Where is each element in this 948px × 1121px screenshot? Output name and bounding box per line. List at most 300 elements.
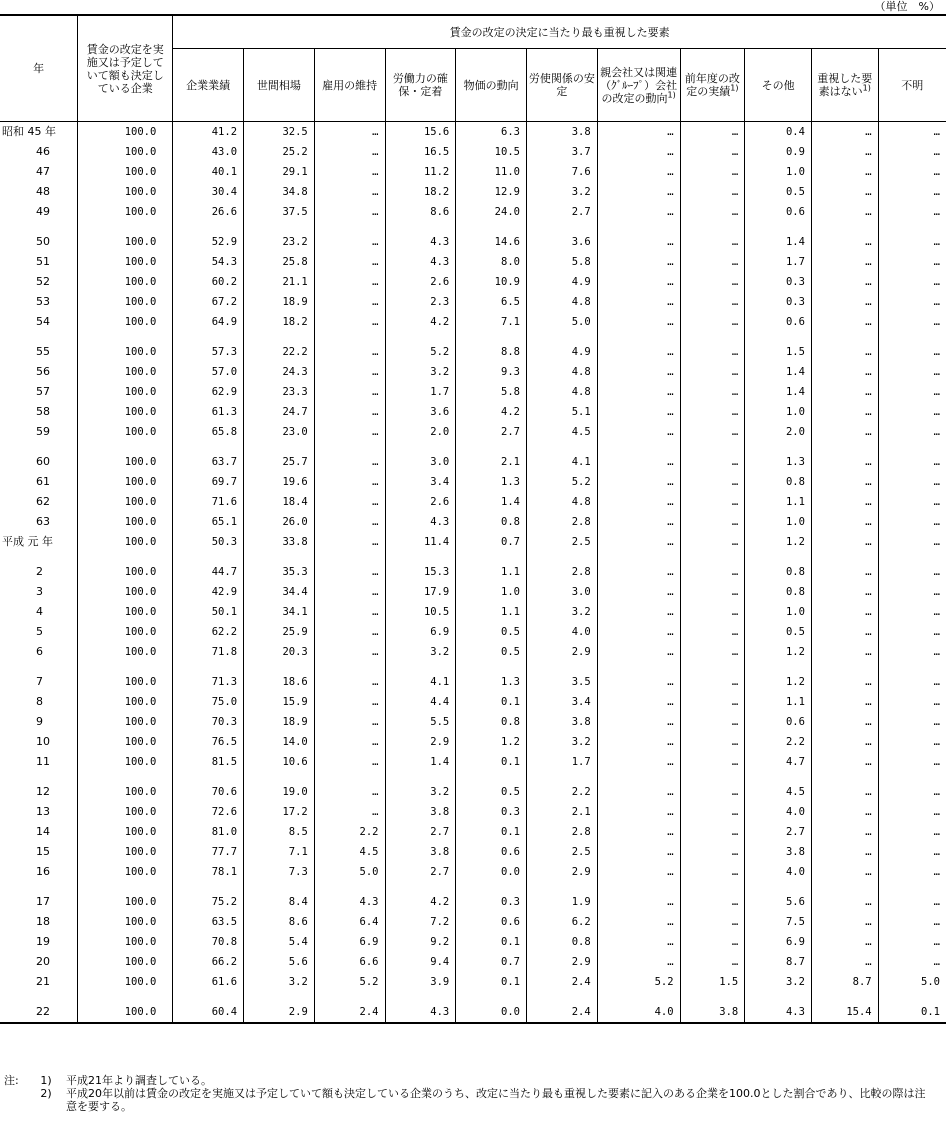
spacer-cell xyxy=(314,992,385,1002)
value-cell: … xyxy=(314,492,385,512)
value-cell: 100.0 xyxy=(78,292,173,312)
value-cell: 6.6 xyxy=(314,952,385,972)
value-cell: … xyxy=(811,782,878,802)
value-cell: 0.3 xyxy=(745,292,812,312)
spacer-cell xyxy=(526,882,597,892)
value-cell: 100.0 xyxy=(78,532,173,552)
value-cell: 3.2 xyxy=(526,732,597,752)
value-cell: 5.8 xyxy=(456,382,527,402)
value-cell: … xyxy=(680,822,745,842)
value-cell: 2.7 xyxy=(526,202,597,222)
value-cell: … xyxy=(597,312,680,332)
spacer-cell xyxy=(456,992,527,1002)
spacer-cell xyxy=(456,772,527,782)
footnotes xyxy=(4,1074,944,1113)
value-cell: … xyxy=(680,492,745,512)
value-cell: … xyxy=(878,182,946,202)
year-cell: 5 xyxy=(36,625,43,638)
year-cell: 15 xyxy=(36,845,50,858)
value-cell: 1.0 xyxy=(745,162,812,182)
value-cell: 1.1 xyxy=(745,692,812,712)
value-cell: 10.6 xyxy=(244,752,315,772)
value-cell: 15.4 xyxy=(811,1002,878,1023)
value-cell: … xyxy=(811,382,878,402)
spacer-cell xyxy=(526,992,597,1002)
spacer-cell xyxy=(78,222,173,232)
table-row xyxy=(0,672,946,692)
value-cell: 1.3 xyxy=(745,452,812,472)
header-factor-label: 不明 xyxy=(901,78,924,92)
year-cell: 53 xyxy=(36,295,50,308)
year-cell: 20 xyxy=(36,955,50,968)
spacer-cell xyxy=(173,662,244,672)
value-cell: 63.5 xyxy=(173,912,244,932)
value-cell: … xyxy=(878,162,946,182)
value-cell: 34.4 xyxy=(244,582,315,602)
value-cell: … xyxy=(811,182,878,202)
value-cell: 8.8 xyxy=(456,342,527,362)
value-cell: 100.0 xyxy=(78,802,173,822)
value-cell: … xyxy=(680,272,745,292)
year-cell: 14 xyxy=(36,825,50,838)
value-cell: 9.2 xyxy=(385,932,456,952)
spacer-cell xyxy=(680,992,745,1002)
value-cell: 9.4 xyxy=(385,952,456,972)
value-cell: 1.0 xyxy=(745,602,812,622)
value-cell: 0.5 xyxy=(745,182,812,202)
value-cell: … xyxy=(811,532,878,552)
value-cell: 3.2 xyxy=(244,972,315,992)
spacer-cell xyxy=(314,772,385,782)
spacer-cell xyxy=(597,662,680,672)
value-cell: 4.8 xyxy=(526,382,597,402)
value-cell: 4.1 xyxy=(385,672,456,692)
value-cell: 100.0 xyxy=(78,142,173,162)
value-cell: … xyxy=(811,202,878,222)
spacer-cell xyxy=(745,222,812,232)
value-cell: 5.2 xyxy=(314,972,385,992)
value-cell: 6.2 xyxy=(526,912,597,932)
value-cell: 100.0 xyxy=(78,952,173,972)
value-cell: 3.8 xyxy=(745,842,812,862)
header-factor-label: 世間相場 xyxy=(256,78,301,92)
year-cell: 61 xyxy=(36,475,50,488)
value-cell: … xyxy=(314,642,385,662)
spacer-cell xyxy=(385,662,456,672)
value-cell: … xyxy=(597,252,680,272)
spacer-cell xyxy=(811,662,878,672)
value-cell: 100.0 xyxy=(78,202,173,222)
value-cell: 5.4 xyxy=(244,932,315,952)
spacer-cell xyxy=(244,552,315,562)
spacer-cell xyxy=(878,222,946,232)
value-cell: 52.9 xyxy=(173,232,244,252)
value-cell: 25.7 xyxy=(244,452,315,472)
value-cell: 2.7 xyxy=(385,862,456,882)
value-cell: 4.8 xyxy=(526,362,597,382)
spacer-cell xyxy=(878,552,946,562)
value-cell: 2.1 xyxy=(456,452,527,472)
footnote-ref: 1) xyxy=(667,89,676,99)
table-row xyxy=(0,142,946,162)
header-factor xyxy=(680,49,745,122)
value-cell: … xyxy=(680,802,745,822)
value-cell: 100.0 xyxy=(78,162,173,182)
value-cell: 15.3 xyxy=(385,562,456,582)
value-cell: 50.1 xyxy=(173,602,244,622)
table-row xyxy=(0,822,946,842)
value-cell: 62.9 xyxy=(173,382,244,402)
value-cell: … xyxy=(597,292,680,312)
value-cell: 15.6 xyxy=(385,122,456,143)
value-cell: 2.2 xyxy=(314,822,385,842)
value-cell: 100.0 xyxy=(78,1002,173,1023)
value-cell: 0.1 xyxy=(456,822,527,842)
table-row xyxy=(0,972,946,992)
value-cell: … xyxy=(314,532,385,552)
value-cell: 100.0 xyxy=(78,782,173,802)
value-cell: 4.5 xyxy=(314,842,385,862)
table-row xyxy=(0,512,946,532)
group-spacer xyxy=(0,222,946,232)
value-cell: 30.4 xyxy=(173,182,244,202)
value-cell: 6.4 xyxy=(314,912,385,932)
table-row xyxy=(0,582,946,602)
value-cell: 100.0 xyxy=(78,182,173,202)
value-cell: 3.0 xyxy=(385,452,456,472)
value-cell: 3.7 xyxy=(526,142,597,162)
value-cell: 6.9 xyxy=(385,622,456,642)
spacer-cell xyxy=(526,662,597,672)
value-cell: 0.5 xyxy=(456,622,527,642)
value-cell: … xyxy=(597,272,680,292)
spacer-cell xyxy=(597,222,680,232)
value-cell: … xyxy=(597,842,680,862)
spacer-cell xyxy=(878,882,946,892)
value-cell: 100.0 xyxy=(78,252,173,272)
value-cell: 8.7 xyxy=(745,952,812,972)
value-cell: 3.4 xyxy=(385,472,456,492)
value-cell: … xyxy=(878,492,946,512)
table-row xyxy=(0,492,946,512)
value-cell: … xyxy=(314,732,385,752)
header-factor-label: 企業業績 xyxy=(186,78,231,92)
value-cell: … xyxy=(314,252,385,272)
year-cell: 13 xyxy=(36,805,50,818)
value-cell: … xyxy=(597,932,680,952)
table-row xyxy=(0,342,946,362)
value-cell: … xyxy=(680,202,745,222)
spacer-cell xyxy=(526,772,597,782)
value-cell: 0.9 xyxy=(745,142,812,162)
value-cell: 0.7 xyxy=(456,532,527,552)
value-cell: … xyxy=(314,712,385,732)
value-cell: 18.9 xyxy=(244,712,315,732)
spacer-cell xyxy=(78,552,173,562)
value-cell: 2.7 xyxy=(385,822,456,842)
value-cell: 6.3 xyxy=(456,122,527,143)
spacer-cell xyxy=(314,662,385,672)
spacer-cell xyxy=(385,772,456,782)
year-cell: 昭和 45 年 xyxy=(2,125,56,138)
value-cell: … xyxy=(597,582,680,602)
value-cell: … xyxy=(314,342,385,362)
header-factor-label: 親会社又は関連（ｸﾞﾙｰﾌﾟ）会社の改定の動向 xyxy=(600,65,678,105)
value-cell: 72.6 xyxy=(173,802,244,822)
table-row xyxy=(0,952,946,972)
value-cell: … xyxy=(314,382,385,402)
value-cell: … xyxy=(878,582,946,602)
value-cell: 40.1 xyxy=(173,162,244,182)
value-cell: 3.5 xyxy=(526,672,597,692)
value-cell: … xyxy=(314,602,385,622)
value-cell: 26.0 xyxy=(244,512,315,532)
value-cell: … xyxy=(878,752,946,772)
spacer-cell xyxy=(878,992,946,1002)
header-factor xyxy=(597,49,680,122)
value-cell: 18.2 xyxy=(385,182,456,202)
table-row xyxy=(0,932,946,952)
value-cell: … xyxy=(811,802,878,822)
spacer-cell xyxy=(78,992,173,1002)
value-cell: 21.1 xyxy=(244,272,315,292)
table-row xyxy=(0,272,946,292)
value-cell: 1.3 xyxy=(456,472,527,492)
value-cell: … xyxy=(314,122,385,143)
value-cell: 3.8 xyxy=(526,122,597,143)
header-factor xyxy=(811,49,878,122)
value-cell: … xyxy=(811,402,878,422)
value-cell: 100.0 xyxy=(78,862,173,882)
spacer-cell xyxy=(244,992,315,1002)
value-cell: 8.0 xyxy=(456,252,527,272)
spacer-cell xyxy=(597,772,680,782)
year-cell: 48 xyxy=(36,185,50,198)
value-cell: 6.9 xyxy=(745,932,812,952)
value-cell: … xyxy=(597,362,680,382)
spacer-cell xyxy=(173,772,244,782)
year-cell: 7 xyxy=(36,675,43,688)
value-cell: … xyxy=(878,672,946,692)
value-cell: 5.1 xyxy=(526,402,597,422)
value-cell: … xyxy=(597,562,680,582)
year-cell: 6 xyxy=(36,645,43,658)
value-cell: 100.0 xyxy=(78,752,173,772)
table-row xyxy=(0,642,946,662)
value-cell: 1.9 xyxy=(526,892,597,912)
value-cell: 0.1 xyxy=(456,692,527,712)
value-cell: … xyxy=(597,382,680,402)
value-cell: 2.4 xyxy=(526,972,597,992)
value-cell: 1.4 xyxy=(456,492,527,512)
value-cell: 7.3 xyxy=(244,862,315,882)
spacer-cell xyxy=(680,552,745,562)
value-cell: 25.8 xyxy=(244,252,315,272)
value-cell: 75.0 xyxy=(173,692,244,712)
value-cell: 2.6 xyxy=(385,492,456,512)
value-cell: 100.0 xyxy=(78,842,173,862)
table-row xyxy=(0,472,946,492)
value-cell: … xyxy=(878,952,946,972)
spacer-cell xyxy=(173,332,244,342)
value-cell: 100.0 xyxy=(78,562,173,582)
value-cell: 5.2 xyxy=(597,972,680,992)
value-cell: 71.6 xyxy=(173,492,244,512)
value-cell: … xyxy=(878,822,946,842)
value-cell: 34.8 xyxy=(244,182,315,202)
header-implementing: 賃金の改定を実施又は予定していて額も決定している企業 xyxy=(78,15,173,122)
value-cell: 26.6 xyxy=(173,202,244,222)
value-cell: 1.7 xyxy=(385,382,456,402)
year-cell: 63 xyxy=(36,515,50,528)
table-row xyxy=(0,802,946,822)
value-cell: … xyxy=(878,382,946,402)
value-cell: … xyxy=(811,562,878,582)
value-cell: 67.2 xyxy=(173,292,244,312)
value-cell: 77.7 xyxy=(173,842,244,862)
value-cell: 1.1 xyxy=(456,562,527,582)
value-cell: 4.8 xyxy=(526,492,597,512)
value-cell: … xyxy=(811,672,878,692)
value-cell: 5.2 xyxy=(385,342,456,362)
value-cell: 61.3 xyxy=(173,402,244,422)
value-cell: … xyxy=(314,402,385,422)
value-cell: 2.3 xyxy=(385,292,456,312)
year-cell: 54 xyxy=(36,315,50,328)
value-cell: 100.0 xyxy=(78,732,173,752)
table-row xyxy=(0,252,946,272)
value-cell: 24.7 xyxy=(244,402,315,422)
year-cell: 57 xyxy=(36,385,50,398)
value-cell: 5.0 xyxy=(526,312,597,332)
table-row xyxy=(0,452,946,472)
value-cell: 23.0 xyxy=(244,422,315,442)
value-cell: … xyxy=(314,672,385,692)
spacer-cell xyxy=(173,222,244,232)
year-cell: 55 xyxy=(36,345,50,358)
header-factor xyxy=(244,49,315,122)
value-cell: … xyxy=(811,142,878,162)
value-cell: 1.7 xyxy=(745,252,812,272)
value-cell: … xyxy=(680,452,745,472)
spacer-cell xyxy=(0,222,78,232)
value-cell: … xyxy=(811,862,878,882)
year-cell: 19 xyxy=(36,935,50,948)
spacer-cell xyxy=(878,662,946,672)
value-cell: … xyxy=(680,362,745,382)
value-cell: … xyxy=(811,162,878,182)
spacer-cell xyxy=(173,552,244,562)
value-cell: … xyxy=(597,862,680,882)
unit-label: （単位 %） xyxy=(874,0,940,13)
value-cell: … xyxy=(811,622,878,642)
value-cell: 4.5 xyxy=(526,422,597,442)
value-cell: … xyxy=(680,162,745,182)
value-cell: … xyxy=(680,952,745,972)
value-cell: 3.2 xyxy=(526,182,597,202)
value-cell: … xyxy=(811,342,878,362)
value-cell: 100.0 xyxy=(78,602,173,622)
value-cell: … xyxy=(680,562,745,582)
spacer-cell xyxy=(385,332,456,342)
year-cell: 3 xyxy=(36,585,43,598)
spacer-cell xyxy=(878,772,946,782)
value-cell: … xyxy=(811,492,878,512)
value-cell: 8.7 xyxy=(811,972,878,992)
value-cell: … xyxy=(878,402,946,422)
value-cell: … xyxy=(878,642,946,662)
value-cell: 14.6 xyxy=(456,232,527,252)
table-row xyxy=(0,1002,946,1023)
header-factor-label: 物価の動向 xyxy=(463,78,519,92)
value-cell: … xyxy=(680,672,745,692)
value-cell: 4.0 xyxy=(745,802,812,822)
value-cell: 4.0 xyxy=(597,1002,680,1023)
value-cell: … xyxy=(597,802,680,822)
spacer-cell xyxy=(0,552,78,562)
spacer-cell xyxy=(456,332,527,342)
value-cell: … xyxy=(878,732,946,752)
spacer-cell xyxy=(745,772,812,782)
table-row xyxy=(0,862,946,882)
header-factor-label: 重視した要素はない xyxy=(817,72,873,98)
value-cell: 19.0 xyxy=(244,782,315,802)
table-row xyxy=(0,842,946,862)
value-cell: 78.1 xyxy=(173,862,244,882)
value-cell: 70.3 xyxy=(173,712,244,732)
table-row xyxy=(0,692,946,712)
value-cell: 16.5 xyxy=(385,142,456,162)
value-cell: 4.2 xyxy=(385,312,456,332)
year-cell: 58 xyxy=(36,405,50,418)
value-cell: … xyxy=(314,362,385,382)
value-cell: … xyxy=(878,932,946,952)
table-row xyxy=(0,362,946,382)
group-spacer xyxy=(0,992,946,1002)
spacer-cell xyxy=(878,332,946,342)
value-cell: 60.4 xyxy=(173,1002,244,1023)
value-cell: 32.5 xyxy=(244,122,315,143)
value-cell: 2.8 xyxy=(526,562,597,582)
year-cell: 56 xyxy=(36,365,50,378)
value-cell: 5.8 xyxy=(526,252,597,272)
group-spacer xyxy=(0,772,946,782)
value-cell: 7.1 xyxy=(244,842,315,862)
spacer-cell xyxy=(244,332,315,342)
value-cell: 100.0 xyxy=(78,672,173,692)
header-factor-label: 前年度の改定の実績 xyxy=(684,72,740,98)
spacer-cell xyxy=(244,772,315,782)
table-row xyxy=(0,892,946,912)
value-cell: … xyxy=(597,782,680,802)
value-cell: … xyxy=(878,252,946,272)
group-spacer xyxy=(0,552,946,562)
table-row xyxy=(0,782,946,802)
value-cell: … xyxy=(597,452,680,472)
value-cell: 4.3 xyxy=(745,1002,812,1023)
value-cell: 1.2 xyxy=(745,642,812,662)
value-cell: 54.3 xyxy=(173,252,244,272)
value-cell: … xyxy=(314,232,385,252)
header-factor xyxy=(456,49,527,122)
value-cell: 2.7 xyxy=(456,422,527,442)
value-cell: … xyxy=(878,892,946,912)
footnote-title: 注: xyxy=(4,1074,19,1087)
value-cell: 3.6 xyxy=(385,402,456,422)
value-cell: … xyxy=(597,182,680,202)
value-cell: 17.2 xyxy=(244,802,315,822)
spacer-cell xyxy=(456,442,527,452)
